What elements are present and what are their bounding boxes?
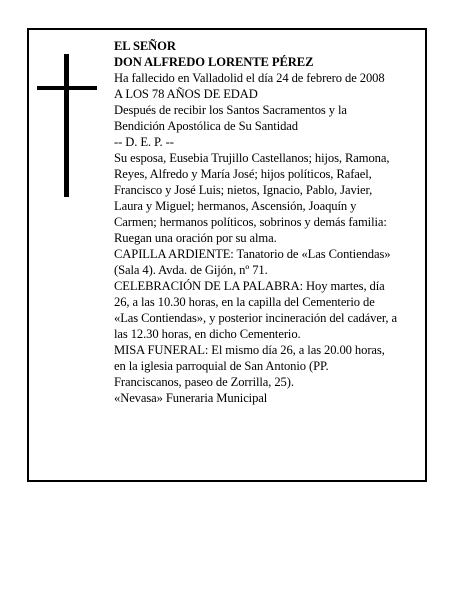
mass-line-3: Franciscanos, paseo de Zorrilla, 25). [114,375,294,389]
cross-icon [64,54,69,197]
rip-line: -- D. E. P. -- [114,135,174,149]
prayer-request: Ruegan una oración por su alma. [114,231,277,245]
family-line-1: Su esposa, Eusebia Trujillo Castellanos; hijos, Ramona, [114,151,390,165]
celebration-line-4: las 12.30 horas, en dicho Cementerio. [114,327,301,341]
celebration-line-2: 26, a las 10.30 horas, en la capilla del Cementerio de [114,295,375,309]
age-line: A LOS 78 AÑOS DE EDAD [114,87,258,101]
celebration-line-1: CELEBRACIÓN DE LA PALABRA: Hoy martes, día [114,279,385,293]
family-line-2: Reyes, Alfredo y María José; hijos políticos, Rafael, [114,167,372,181]
cross-icon-bar [37,86,97,90]
obituary-text [114,38,427,406]
sacraments-line-2: Bendición Apostólica de Su Santidad [114,119,298,133]
celebration-line-3: «Las Contiendas», y posterior incineración del cadáver, a [114,311,397,325]
header-title: EL SEÑOR [114,39,176,53]
sacraments-line-1: Después de recibir los Santos Sacramentos y la [114,103,347,117]
chapel-line-2: (Sala 4). Avda. de Gijón, nº 71. [114,263,268,277]
chapel-line-1: CAPILLA ARDIENTE: Tanatorio de «Las Contiendas» [114,247,391,261]
death-statement: Ha fallecido en Valladolid el día 24 de febrero de 2008 [114,71,385,85]
family-line-3: Francisco y José Luis; nietos, Ignacio, Pablo, Javier, [114,183,373,197]
family-line-4: Laura y Miguel; hermanos, Ascensión, Joaquín y [114,199,357,213]
funeral-home: «Nevasa» Funeraria Municipal [114,391,268,405]
mass-line-1: MISA FUNERAL: El mismo día 26, a las 20.00 horas, [114,343,385,357]
mass-line-2: en la iglesia parroquial de San Antonio (PP. [114,359,329,373]
deceased-name: DON ALFREDO LORENTE PÉREZ [114,55,314,69]
family-line-5: Carmen; hermanos políticos, sobrinos y demás familia: [114,215,387,229]
